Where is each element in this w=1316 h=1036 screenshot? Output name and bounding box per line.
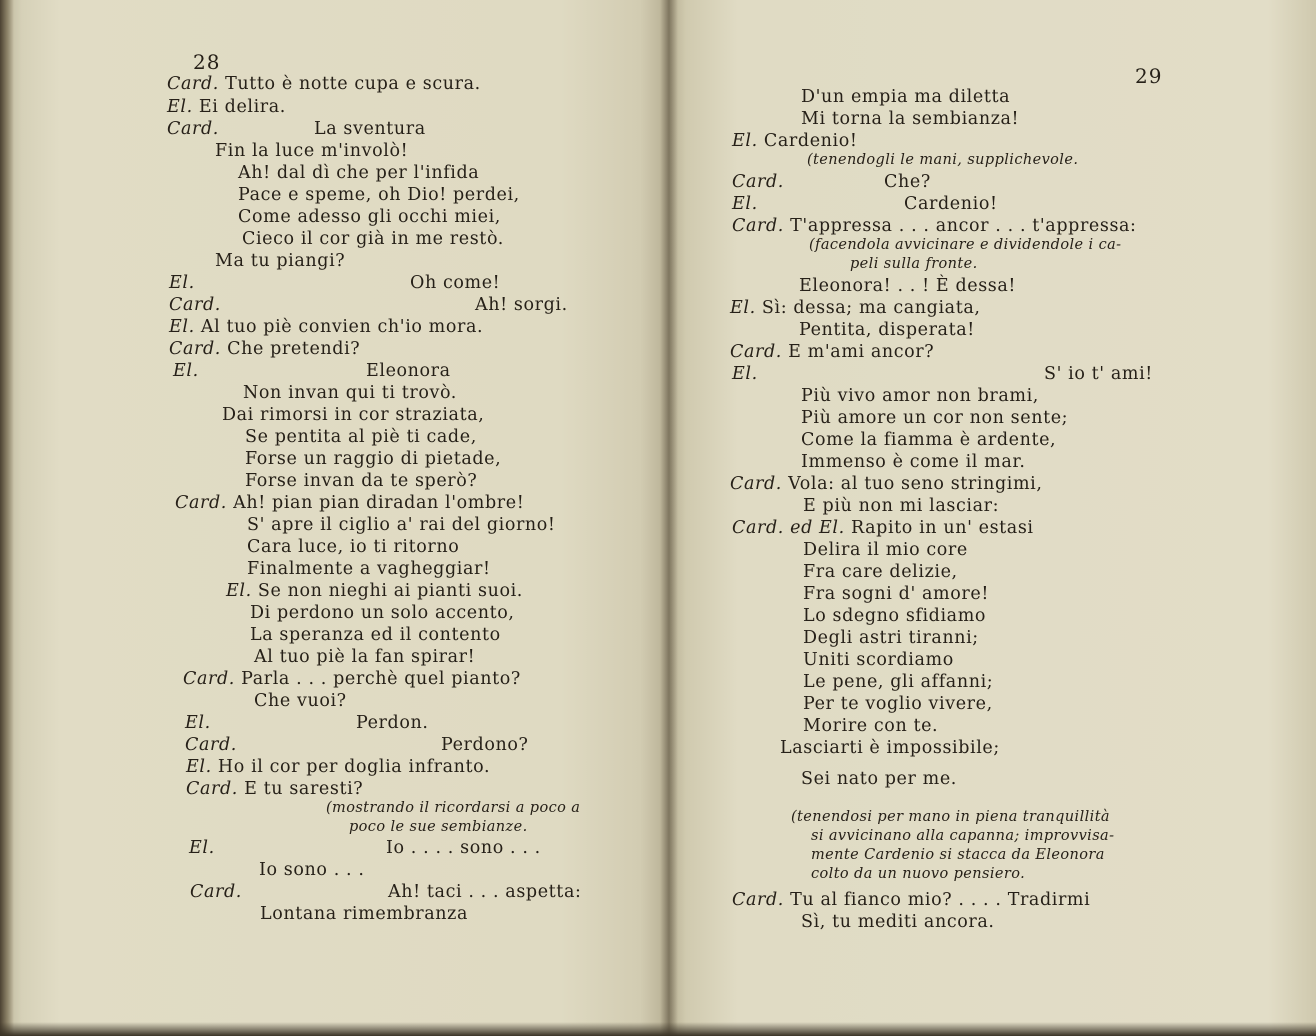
verse-line: El. Se non nieghi ai pianti suoi.	[226, 581, 523, 601]
page-number: 29	[1135, 64, 1163, 88]
verse-line: Che vuoi?	[254, 691, 347, 711]
verse-line: Cieco il cor già in me restò.	[242, 229, 504, 249]
verse-line: Non invan qui ti trovò.	[243, 383, 457, 403]
verse-line: Pentita, disperata!	[799, 320, 975, 340]
verse-line: Card. La sventura	[167, 119, 426, 139]
verse-line: Card.	[190, 882, 242, 902]
stage-direction: (tenendosi per mano in piena tranquillità	[791, 809, 1110, 825]
verse-line: Eleonora! . . ! È dessa!	[799, 276, 1017, 296]
verse-line: Card.	[185, 735, 237, 755]
verse-line: La speranza ed il contento	[250, 625, 501, 645]
verse-line: Card. ed El. Rapito in un' estasi	[732, 518, 1034, 538]
verse-line: Fra care delizie,	[803, 562, 958, 582]
page-number: 28	[193, 50, 221, 74]
verse-line: Le pene, gli affanni;	[803, 672, 994, 692]
verse-line: Lontana rimembranza	[260, 904, 468, 924]
verse-line: Uniti scordiamo	[803, 650, 954, 670]
verse-line: Eleonora	[366, 361, 451, 381]
verse-line: Perdon.	[356, 713, 429, 733]
verse-line: Al tuo piè la fan spirar!	[254, 647, 476, 667]
verse-line: Finalmente a vagheggiar!	[247, 559, 491, 579]
verse-line: El.	[169, 273, 195, 293]
stage-direction: peli sulla fronte.	[850, 256, 978, 272]
verse-line: Ma tu piangi?	[215, 251, 346, 271]
verse-line: Card.	[732, 172, 784, 192]
right-page	[668, 0, 1316, 1036]
verse-line: Ah! sorgi.	[475, 295, 568, 315]
stage-direction: (facendola avvicinare e dividendole i ca-	[809, 237, 1122, 253]
verse-line: El. Cardenio!	[732, 131, 858, 151]
verse-line: El.	[732, 194, 758, 214]
verse-line: Che?	[884, 172, 931, 192]
verse-line: El.	[732, 364, 758, 384]
verse-line: Io . . . . sono . . .	[386, 838, 541, 858]
stage-direction: (tenendogli le mani, supplichevole.	[807, 152, 1079, 168]
verse-line: Ah! taci . . . aspetta:	[388, 882, 582, 902]
verse-line: Delira il mio core	[803, 540, 968, 560]
stage-direction: mente Cardenio si stacca da Eleonora	[811, 847, 1105, 863]
verse-line: Cardenio!	[904, 194, 998, 214]
verse-line: El. Ei delira.	[167, 97, 286, 117]
verse-line: Card. T'appressa . . . ancor . . . t'appressa:	[732, 216, 1137, 236]
verse-line: S' apre il ciglio a' rai del giorno!	[247, 515, 556, 535]
verse-line: Lasciarti è impossibile;	[780, 738, 1000, 758]
verse-line: Ah! dal dì che per l'infida	[238, 163, 480, 183]
verse-line: Dai rimorsi in cor straziata,	[222, 405, 485, 425]
verse-line: Card. Tutto è notte cupa e scura.	[167, 74, 481, 94]
verse-line: Immenso è come il mar.	[801, 452, 1026, 472]
verse-line: El. Ho il cor per doglia infranto.	[186, 757, 491, 777]
verse-line: Più amore un cor non sente;	[801, 408, 1069, 428]
stage-direction: poco le sue sembianze.	[349, 819, 528, 835]
verse-line: D'un empia ma diletta	[801, 87, 1011, 107]
stage-direction: si avvicinano alla capanna; improvvisa-	[811, 828, 1115, 844]
verse-line: Lo sdegno sfidiamo	[803, 606, 987, 626]
verse-line: Card. Ah! pian pian diradan l'ombre!	[175, 493, 525, 513]
verse-line: Card. Che pretendi?	[169, 339, 361, 359]
verse-line: Come adesso gli occhi miei,	[238, 207, 501, 227]
verse-line: Fra sogni d' amore!	[803, 584, 989, 604]
verse-line: Io sono . . .	[259, 860, 365, 880]
verse-line: El.	[189, 838, 215, 858]
verse-line: El.	[185, 713, 211, 733]
verse-line: Per te voglio vivere,	[803, 694, 993, 714]
verse-line: El. Sì: dessa; ma cangiata,	[730, 298, 981, 318]
verse-line: Card. Parla . . . perchè quel pianto?	[183, 669, 521, 689]
verse-line: Card.	[169, 295, 221, 315]
book-gutter	[660, 0, 678, 1036]
verse-line: Fin la luce m'involò!	[215, 141, 409, 161]
book-edge-shadow	[0, 0, 14, 1036]
verse-line: El.	[173, 361, 199, 381]
verse-line: Morire con te.	[803, 716, 939, 736]
verse-line: Sei nato per me.	[801, 769, 957, 789]
verse-line: Più vivo amor non brami,	[801, 386, 1039, 406]
book-bottom-edge	[0, 1022, 1316, 1036]
stage-direction: (mostrando il ricordarsi a poco a	[326, 800, 581, 816]
stage-direction: colto da un nuovo pensiero.	[811, 866, 1026, 882]
verse-line: Card. E m'ami ancor?	[730, 342, 935, 362]
verse-line: Cara luce, io ti ritorno	[247, 537, 460, 557]
verse-line: Card. Tu al fianco mio? . . . . Tradirmi	[732, 890, 1091, 910]
verse-line: Se pentita al piè ti cade,	[245, 427, 477, 447]
verse-line: Forse invan da te sperò?	[245, 471, 478, 491]
verse-line: Sì, tu mediti ancora.	[801, 912, 995, 932]
verse-line: Forse un raggio di pietade,	[245, 449, 502, 469]
verse-line: Oh come!	[410, 273, 501, 293]
verse-line: S' io t' ami!	[1044, 364, 1153, 384]
verse-line: Di perdono un solo accento,	[250, 603, 515, 623]
verse-line: Mi torna la sembianza!	[801, 109, 1020, 129]
verse-line: Perdono?	[441, 735, 529, 755]
verse-line: El. Al tuo piè convien ch'io mora.	[169, 317, 484, 337]
verse-line: Degli astri tiranni;	[803, 628, 979, 648]
verse-line: Card. Vola: al tuo seno stringimi,	[730, 474, 1043, 494]
verse-line: Card. E tu saresti?	[186, 779, 364, 799]
verse-line: Pace e speme, oh Dio! perdei,	[238, 185, 520, 205]
verse-line: E più non mi lasciar:	[803, 496, 1000, 516]
verse-line: Come la fiamma è ardente,	[801, 430, 1057, 450]
